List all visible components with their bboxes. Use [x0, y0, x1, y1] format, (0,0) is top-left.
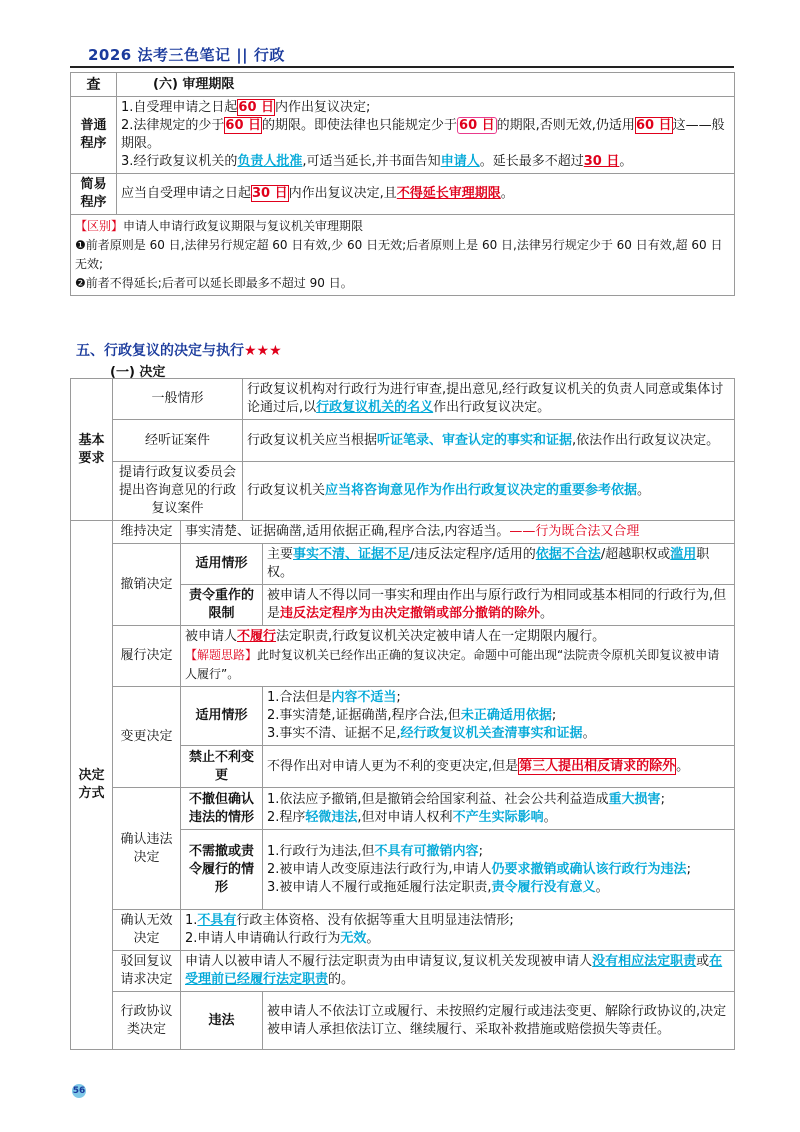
hearing-case-label: 经听证案件	[113, 420, 243, 462]
normal-line-3: 3.经行政复议机关的负责人批准,可适当延长,并书面告知申请人。延长最多不超过30 日。	[121, 154, 633, 169]
revoke-apply-text: 主要事实不清、证据不足/违反法定程序/适用的依据不合法/超越职权或滥用职权。	[263, 544, 735, 585]
difference-note: 【区别】申请人申请行政复议期限与复议机关审理期限 ❶前者原则是 60 日,法律另行规定超 60 日有效,少 60 日无效;后者原则上是 60 日,法律另行规定少于 60 日有效,超 60 日无效; ❷前者不得延长;后者可以延长即最多不超过 90 日。	[71, 215, 735, 296]
no-adverse-change-label: 禁止不利变更	[181, 746, 263, 788]
normal-line-1: 1.自受理申请之日起60 日内作出复议决定;	[121, 100, 371, 115]
normal-procedure-label: 普通程序	[71, 97, 117, 174]
no-revoke-text: 1.依法应予撤销,但是撤销会给国家利益、社会公共利益造成重大损害; 2.程序轻微违法,但对申请人权利不产生实际影响。	[263, 788, 735, 830]
redo-limit-text: 被申请人不得以同一事实和理由作出与原行政行为相同或基本相同的行政行为,但是违反法定程序为由决定撤销或部分撤销的除外。	[263, 585, 735, 626]
confirm-void-text: 1.不具有行政主体资格、没有依据等重大且明显违法情形; 2.申请人申请确认行政行为无效。	[181, 910, 735, 951]
keep-decision-label: 维持决定	[113, 521, 181, 544]
review-period-table	[70, 72, 735, 296]
perform-decision-label: 履行决定	[113, 626, 181, 687]
decision-types-table	[70, 520, 735, 1050]
revoke-apply-label: 适用情形	[181, 544, 263, 585]
consult-case-label: 提请行政复议委员会提出咨询意见的行政复议案件	[113, 462, 243, 521]
change-decision-label: 变更决定	[113, 687, 181, 788]
simple-procedure-label: 简易程序	[71, 174, 117, 215]
confirm-illegal-label: 确认违法决定	[113, 788, 181, 910]
no-adverse-change-text: 不得作出对申请人更为不利的变更决定,但是第三人提出相反请求的除外。	[263, 746, 735, 788]
sixty-days-badge: 60 日	[238, 100, 275, 115]
revoke-decision-label: 撤销决定	[113, 544, 181, 626]
perform-decision-text: 被申请人不履行法定职责,行政复议机关决定被申请人在一定期限内履行。 【解题思路】此时复议机关已经作出正确的复议决定。命题中可能出现“法院责令原机关即复议被申请人履行”。	[181, 626, 735, 687]
keep-decision-text: 事实清楚、证据确凿,适用依据正确,程序合法,内容适当。——行为既合法又合理	[181, 521, 735, 544]
agreement-illegal-label: 违法	[181, 992, 263, 1050]
reject-decision-label: 驳回复议请求决定	[113, 951, 181, 992]
section-five-title: 五、行政复议的决定与执行★★★	[76, 343, 282, 359]
cha-cell: 查	[71, 73, 117, 97]
header-divider	[70, 66, 734, 68]
page-number: 56	[72, 1086, 86, 1096]
hearing-case-text: 行政复议机关应当根据听证笔录、审查认定的事实和证据,依法作出行政复议决定。	[243, 420, 735, 462]
subsection-decision: (一) 决定	[110, 365, 166, 380]
reject-decision-text: 申请人以被申请人不履行法定职责为由申请复议,复议机关发现被申请人没有相应法定职责或在受理前已经履行法定职责的。	[181, 951, 735, 992]
confirm-void-label: 确认无效决定	[113, 910, 181, 951]
general-case-text: 行政复议机构对行政行为进行审查,提出意见,经行政复议机关的负责人同意或集体讨论通过后,以行政复议机关的名义作出行政复议决定。	[243, 379, 735, 420]
simple-procedure-content: 应当自受理申请之日起30 日内作出复议决定,且不得延长审理期限。	[117, 174, 735, 215]
change-apply-label: 适用情形	[181, 687, 263, 746]
normal-procedure-content	[117, 97, 735, 174]
normal-line-2: 2.法律规定的少于60 日的期限。即使法律也只能规定少于 60 日 的期限,否则无效,仍适用60 日这——般期限。	[121, 118, 725, 151]
redo-limit-label: 责令重作的限制	[181, 585, 263, 626]
consult-case-text: 行政复议机关应当将咨询意见作为作出行政复议决定的重要参考依据。	[243, 462, 735, 521]
agreement-decision-label: 行政协议类决定	[113, 992, 181, 1050]
page-header-title: 2026 法考三色笔记 || 行政	[88, 46, 285, 64]
agreement-decision-text: 被申请人不依法订立或履行、未按照约定履行或违法变更、解除行政协议的,决定被申请人承担依法订立、继续履行、采取补救措施或赔偿损失等责任。	[263, 992, 735, 1050]
no-need-label: 不需撤或责令履行的情形	[181, 830, 263, 910]
no-revoke-label: 不撤但确认违法的情形	[181, 788, 263, 830]
general-case-label: 一般情形	[113, 379, 243, 420]
no-need-text: 1.行政行为违法,但不具有可撤销内容; 2.被申请人改变原违法行政行为,申请人仍要求撤销或确认该行政行为违法; 3.被申请人不履行或拖延履行法定职责,责令履行没有意义。	[263, 830, 735, 910]
basic-requirements-table	[70, 378, 735, 521]
basic-requirements-label: 基本要求	[71, 379, 113, 521]
change-apply-text: 1.合法但是内容不适当; 2.事实清楚,证据确凿,程序合法,但未正确适用依据; 3.事实不清、证据不足,经行政复议机关查清事实和证据。	[263, 687, 735, 746]
decision-method-label: 决定方式	[71, 521, 113, 1050]
section-title-review-period: (六) 审理期限	[117, 73, 735, 97]
